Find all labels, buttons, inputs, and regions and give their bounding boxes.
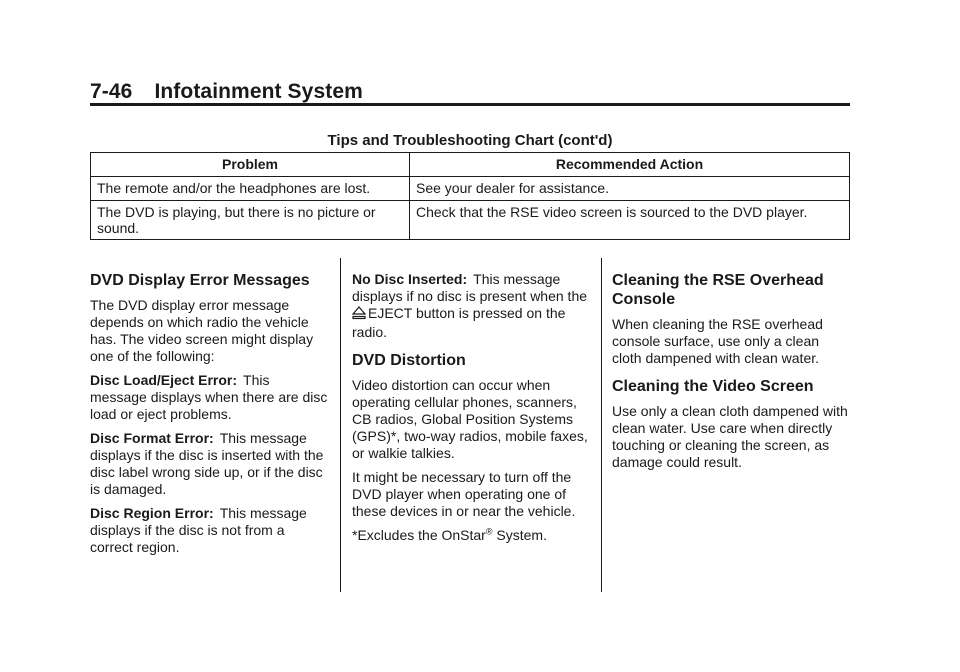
cleaning-screen-heading: Cleaning the Video Screen bbox=[612, 378, 814, 395]
table-row bbox=[91, 201, 850, 240]
distortion-paragraph: It might be necessary to turn off the DVD player when operating one of these devices in or near the vehicle. bbox=[352, 469, 576, 519]
page-header bbox=[90, 80, 850, 104]
error-item bbox=[90, 372, 330, 423]
error-term: Disc Region Error: bbox=[90, 505, 214, 521]
error-text: This message displays if the disc is not from a correct region. bbox=[90, 505, 307, 555]
table-caption: Tips and Troubleshooting Chart (cont'd) bbox=[327, 132, 613, 149]
table-header-row bbox=[91, 153, 850, 177]
action-cell: Check that the RSE video screen is sourced to the DVD player. bbox=[410, 201, 850, 240]
dvd-errors-intro: The DVD display error message depends on which radio the vehicle has. The video screen might display one of the following: bbox=[90, 297, 314, 364]
table-row bbox=[91, 177, 850, 201]
cleaning-console-text: When cleaning the RSE overhead console surface, use only a clean cloth dampened with clean water. bbox=[612, 316, 823, 366]
distortion-paragraph: Video distortion can occur when operating cellular phones, scanners, CB radios, Global Position Systems (GPS)*, two-way radios, mobile faxes, or walkie talkies. bbox=[352, 377, 588, 461]
column-header-action: Recommended Action bbox=[410, 153, 850, 177]
registered-mark: ® bbox=[485, 526, 493, 537]
error-term: Disc Format Error: bbox=[90, 430, 214, 446]
column-left bbox=[90, 271, 330, 563]
action-cell: See your dealer for assistance. bbox=[410, 177, 850, 201]
error-term: Disc Load/Eject Error: bbox=[90, 372, 238, 388]
section-title: Infotainment System bbox=[154, 80, 363, 103]
page-number: 7-46 bbox=[90, 80, 133, 103]
dvd-distortion-heading: DVD Distortion bbox=[352, 352, 466, 369]
eject-icon bbox=[352, 306, 366, 324]
page-title bbox=[90, 80, 850, 104]
column-middle bbox=[352, 271, 592, 551]
error-item bbox=[352, 271, 592, 341]
header-rule bbox=[90, 103, 850, 106]
problem-cell: The remote and/or the headphones are lost. bbox=[91, 177, 410, 201]
footnote bbox=[352, 527, 592, 544]
footnote-text: *Excludes the OnStar bbox=[352, 527, 486, 543]
dvd-errors-heading: DVD Display Error Messages bbox=[90, 272, 310, 289]
problem-cell: The DVD is playing, but there is no picture or sound. bbox=[91, 201, 410, 240]
footnote-text-end: System. bbox=[492, 527, 547, 543]
error-text-continued: EJECT button is pressed on the radio. bbox=[352, 305, 566, 340]
column-header-problem: Problem bbox=[91, 153, 410, 177]
error-text: This message displays when there are disc load or eject problems. bbox=[90, 372, 328, 422]
error-text: This message displays if no disc is present when the bbox=[352, 271, 588, 304]
troubleshooting-table bbox=[90, 152, 850, 240]
column-right bbox=[612, 271, 852, 478]
error-text: This message displays if the disc is inserted with the disc label wrong side up, or if the disc is damaged. bbox=[90, 430, 324, 497]
cleaning-console-heading: Cleaning the RSE Overhead Console bbox=[612, 272, 824, 308]
column-divider bbox=[601, 258, 602, 592]
error-item bbox=[90, 505, 330, 556]
error-item bbox=[90, 430, 330, 498]
cleaning-screen-text: Use only a clean cloth dampened with clean water. Use care when directly touching or cleaning the screen, as damage could result. bbox=[612, 403, 848, 470]
column-divider bbox=[340, 258, 341, 592]
error-term: No Disc Inserted: bbox=[352, 271, 468, 287]
